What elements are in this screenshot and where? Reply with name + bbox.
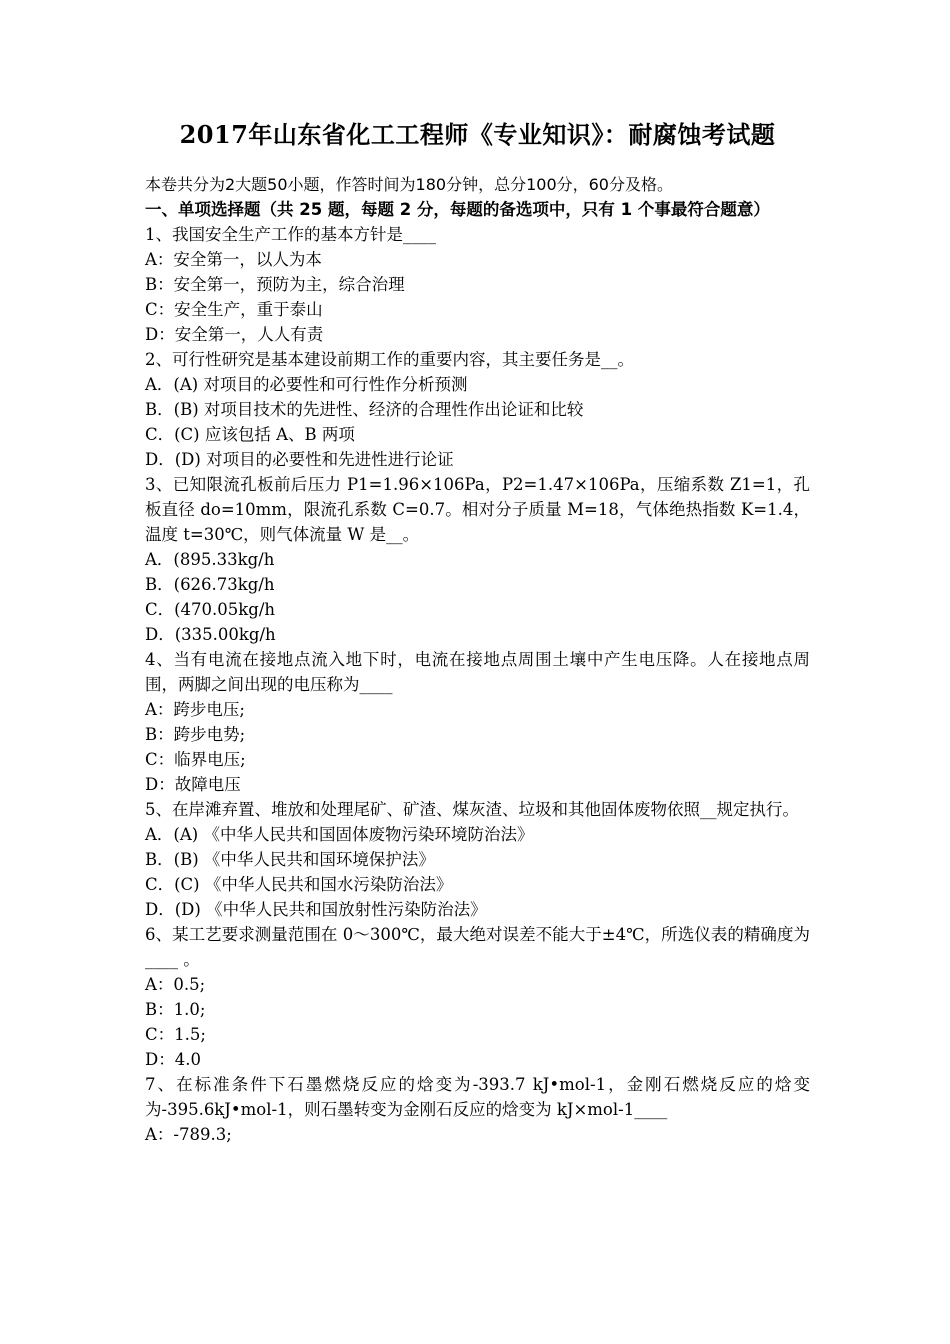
answer-option: B．(B) 《中华人民共和国环境保护法》	[145, 850, 435, 869]
answer-option: D：4.0	[145, 1050, 201, 1069]
question-block	[145, 922, 810, 1072]
question-stem: 6、某工艺要求测量范围在 0～300℃，最大绝对误差不能大于±4℃，所选仪表的精确度为____ 。	[145, 925, 810, 969]
answer-option: C．(C) 《中华人民共和国水污染防治法》	[145, 875, 453, 894]
question-stem: 3、已知限流孔板前后压力 P1=1.96×106Pa，P2=1.47×106Pa，压缩系数 Z1=1，孔板直径 do=10mm，限流孔系数 C=0.7。相对分子质量 M=18，气体绝热指数 K=1.4，温度 t=30℃，则气体流量 W 是__。	[145, 475, 810, 544]
answer-option: B．(626.73kg/h	[145, 575, 275, 594]
question-block	[145, 347, 810, 472]
answer-option: B．(B) 对项目技术的先进性、经济的合理性作出论证和比较	[145, 400, 584, 419]
question-block	[145, 797, 810, 922]
question-stem: 2、可行性研究是基本建设前期工作的重要内容，其主要任务是__。	[145, 350, 634, 369]
question-block	[145, 472, 810, 647]
answer-option: D：安全第一，人人有责	[145, 325, 324, 344]
document-title: 2017年山东省化工工程师《专业知识》：耐腐蚀考试题	[179, 120, 776, 149]
answer-option: C：临界电压;	[145, 750, 246, 769]
question-list	[145, 222, 810, 1147]
answer-option: D．(D) 《中华人民共和国放射性污染防治法》	[145, 900, 487, 919]
answer-option: C．(C) 应该包括 A、B 两项	[145, 425, 355, 444]
answer-option: D．(D) 对项目的必要性和先进性进行论证	[145, 450, 454, 469]
answer-option: D．(335.00kg/h	[145, 625, 276, 644]
exam-intro: 本卷共分为2大题50小题，作答时间为180分钟，总分100分，60分及格。	[145, 175, 673, 194]
answer-option: A．(A) 对项目的必要性和可行性作分析预测	[145, 375, 468, 394]
question-block	[145, 1072, 810, 1147]
question-stem: 1、我国安全生产工作的基本方针是____	[145, 225, 436, 244]
answer-option: A：安全第一，以人为本	[145, 250, 322, 269]
answer-option: C．(470.05kg/h	[145, 600, 276, 619]
answer-option: B：跨步电势;	[145, 725, 246, 744]
question-stem: 7、在标准条件下石墨燃烧反应的焓变为-393.7 kJ•mol-1，金刚石燃烧反应的焓变为-395.6kJ•mol-1，则石墨转变为金刚石反应的焓变为 kJ×mol-1____	[145, 1075, 810, 1119]
question-stem: 4、当有电流在接地点流入地下时，电流在接地点周围土壤中产生电压降。人在接地点周围，两脚之间出现的电压称为____	[145, 650, 810, 694]
question-stem: 5、在岸滩弃置、堆放和处理尾矿、矿渣、煤灰渣、垃圾和其他固体废物依照__规定执行。	[145, 800, 799, 819]
answer-option: D：故障电压	[145, 775, 241, 794]
answer-option: B：1.0;	[145, 1000, 206, 1019]
question-block	[145, 222, 810, 347]
question-block	[145, 647, 810, 797]
answer-option: C：安全生产，重于泰山	[145, 300, 323, 319]
answer-option: A．(A) 《中华人民共和国固体废物污染环境防治法》	[145, 825, 534, 844]
answer-option: B：安全第一，预防为主，综合治理	[145, 275, 405, 294]
answer-option: A．(895.33kg/h	[145, 550, 275, 569]
answer-option: A：0.5;	[145, 975, 206, 994]
section-heading: 一、单项选择题（共 25 题，每题 2 分，每题的备选项中，只有 1 个事最符合题意）	[145, 200, 770, 219]
answer-option: C：1.5;	[145, 1025, 206, 1044]
answer-option: A：-789.3;	[145, 1125, 232, 1144]
document-page	[145, 112, 810, 1147]
answer-option: A：跨步电压;	[145, 700, 245, 719]
